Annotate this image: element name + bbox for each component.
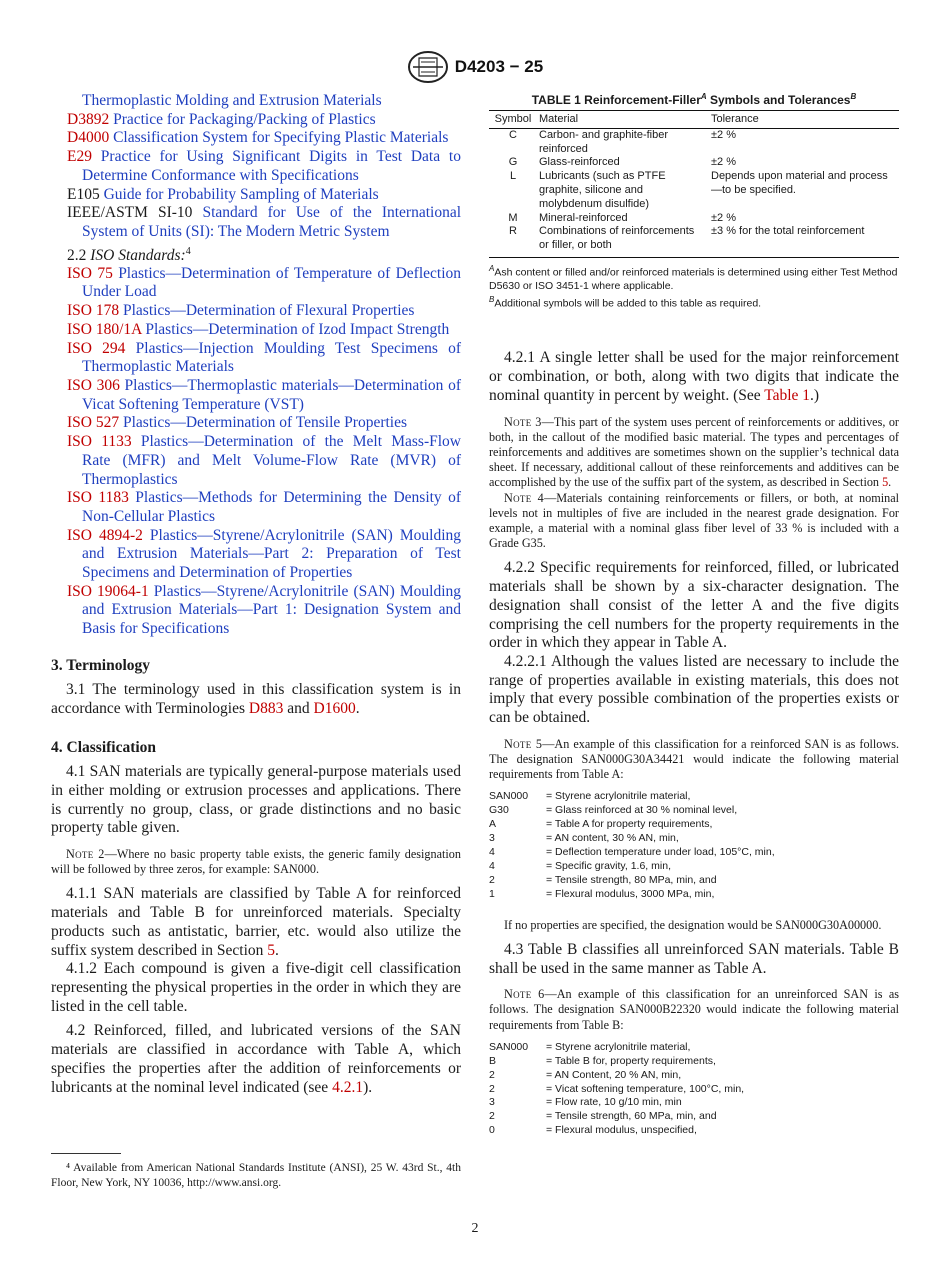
reference-item (51, 414, 461, 433)
example-value: = Table A for property requirements, (546, 818, 713, 831)
reference-item (51, 377, 461, 414)
example-key: 1 (489, 887, 495, 900)
reference-item (51, 302, 461, 321)
reference-item (51, 433, 461, 489)
reference-code-link[interactable]: ISO 294 (67, 339, 126, 357)
table-cell: ±3 % for the total reinforcement (709, 225, 899, 257)
example-row (489, 1069, 899, 1083)
example-row (489, 1096, 899, 1110)
example-value: = Flexural modulus, unspecified, (546, 1124, 697, 1137)
table-cell: ±2 % (711, 128, 736, 141)
example-row (489, 818, 899, 832)
astm-logo-icon (407, 50, 449, 84)
paragraph-3-1: 3.1 The terminology used in this classification system is in accordance with Terminologies D883 and D1600. (51, 680, 461, 717)
example-key: 2 (489, 1068, 495, 1081)
section-5-link[interactable]: 5 (267, 941, 276, 959)
note-5: Note 5—An example of this classification for a reinforced SAN is as follows. The designation SAN000G30A34421 would indicate the following material requirements from Table A: (489, 736, 899, 782)
reference-code-link[interactable]: ISO 1133 (67, 433, 132, 451)
footnote-divider (51, 1153, 121, 1154)
table-cell: Combinations of reinforcements or filler, or both (537, 225, 709, 257)
example-row (489, 846, 899, 860)
reference-item (51, 92, 461, 111)
table-cell: Glass-reinforced (539, 156, 620, 169)
note-6: Note 6—An example of this classification for an unreinforced SAN is as follows. The designation SAN000B22320 would indicate the following material requirements from Table B: (489, 987, 899, 1032)
section-4-heading: 4. Classification (51, 739, 157, 757)
table-cell: Lubricants (such as PTFE graphite, silicone and molybdenum disulfide) (539, 170, 666, 210)
reference-code-link: IEEE/ASTM SI-10 (67, 204, 193, 222)
reference-item (51, 204, 461, 241)
example-value: = AN content, 30 % AN, min, (546, 832, 679, 845)
reference-code-link[interactable]: ISO 19064-1 (67, 582, 149, 600)
example-key: B (489, 1054, 497, 1067)
reference-title-link[interactable]: Guide for Probability Sampling of Materials (103, 185, 379, 203)
example-key: 2 (489, 1110, 495, 1123)
example-row (489, 790, 899, 804)
table-1-footnote-a: $^A$Ash content or filled and/or reinforced materials is determined using either Test Method D5630 or ISO 3451-1 where applicable. (489, 263, 898, 292)
table-cell: L (509, 170, 517, 183)
reference-item (51, 129, 461, 148)
reference-title-link[interactable]: Practice for Packaging/Packing of Plastics (113, 110, 376, 128)
reference-item (51, 186, 461, 205)
reference-code-link[interactable]: ISO 527 (67, 414, 120, 432)
section-3-heading: 3. Terminology (51, 656, 151, 674)
example-row (489, 860, 899, 874)
reference-code-link[interactable]: ISO 1183 (67, 489, 129, 507)
reference-title-link[interactable]: Plastics—Methods for Determining the Density of Non-Cellular Plastics (82, 489, 462, 525)
table-cell: Depends upon material and process—to be specified. (711, 170, 888, 196)
iso-references-list (51, 265, 461, 639)
example-1-list (489, 790, 899, 901)
example-key: 4 (489, 859, 495, 872)
reference-title-link[interactable]: Plastics—Injection Moulding Test Specimens of Thermoplastic Materials (82, 339, 461, 376)
reference-code-link[interactable]: ISO 75 (67, 264, 113, 282)
paragraph-4-3: 4.3 Table B classifies all unreinforced SAN materials. Table B shall be used in the same manner as Table A. (489, 940, 899, 977)
example-value: = Styrene acrylonitrile material, (546, 1040, 691, 1053)
reference-title-link[interactable]: Classification System for Specifying Plastic Materials (113, 129, 449, 147)
section-4-2-1-link[interactable]: 4.2.1 (332, 1078, 364, 1096)
table-row (489, 170, 899, 211)
example-value: = Flexural modulus, 3000 MPa, min, (546, 887, 715, 900)
example-1-after: If no properties are specified, the designation would be SAN000G30A00000. (504, 917, 882, 932)
table-row (489, 156, 899, 170)
example-row (489, 832, 899, 846)
example-value: = Specific gravity, 1.6, min, (546, 859, 671, 872)
reference-code-link[interactable]: D3892 (67, 110, 110, 128)
example-row (489, 1110, 899, 1124)
reference-item (51, 265, 461, 302)
reference-item (51, 527, 461, 583)
table-1-footnote-b: $^B$Additional symbols will be added to this table as required. (489, 295, 762, 310)
example-row (489, 874, 899, 888)
column-header-material: Material (537, 111, 709, 129)
d1600-link[interactable]: D1600 (313, 699, 356, 717)
example-key: SAN000 (489, 1040, 529, 1053)
table-1-link[interactable]: Table 1 (764, 386, 811, 404)
table-cell: R (489, 225, 537, 257)
reference-title-link[interactable]: Plastics—Determination of the Melt Mass-Flow Rate (MFR) and Melt Volume-Flow Rate (MVR) of Thermoplastics (82, 433, 461, 488)
table-1 (489, 110, 899, 258)
example-row (489, 1083, 899, 1097)
example-value: = Glass reinforced at 30 % nominal level, (546, 804, 738, 817)
example-key: G30 (489, 804, 509, 817)
table-cell: ±2 % (711, 211, 736, 224)
example-key: A (489, 818, 497, 831)
d883-link[interactable]: D883 (248, 699, 284, 717)
example-row (489, 804, 899, 818)
reference-item (51, 340, 461, 377)
table-cell: M (508, 211, 518, 224)
reference-code-link[interactable]: ISO 4894-2 (67, 526, 143, 544)
table-row (489, 225, 899, 257)
example-2-list (489, 1041, 899, 1138)
example-key: 4 (489, 845, 495, 858)
example-value: = Deflection temperature under load, 105°C, min, (546, 845, 775, 858)
example-row (489, 1055, 899, 1069)
table-row (489, 128, 899, 156)
references-list (51, 92, 461, 242)
table-cell: ±2 % (711, 156, 736, 169)
paragraph-4-2-2: 4.2.2 Specific requirements for reinforced, filled, or lubricated materials shall be shown by a six-character designation. The designation shall consist of the letter A and the five digits comprising the cell numbers for the property requirements in the order in which they appear in Table A. (489, 559, 899, 652)
paragraph-4-1-2: 4.1.2 Each compound is given a five-digit cell classification representing the physical properties in the order in which they are listed in the cell table. (51, 960, 461, 1015)
left-column (51, 92, 461, 1097)
iso-standards-heading: 2.2 ISO Standards:$^4$ (67, 245, 191, 264)
reference-title-link[interactable]: Plastics—Styrene/Acrylonitrile (SAN) Moulding and Extrusion Materials—Part 1: Designation System and Basis for Specifications (82, 582, 461, 638)
reference-title-link[interactable]: Plastics—Determination of Flexural Properties (122, 302, 415, 320)
example-row (489, 1124, 899, 1138)
paragraph-4-1-1: 4.1.1 SAN materials are classified by Table A for reinforced materials and Table B for unreinforced materials. Specialty products such as antistatic, barrier, etc. would also utilize the suffix system described in Section 5. (51, 885, 461, 959)
reference-title-link[interactable]: Thermoplastic Molding and Extrusion Materials (82, 92, 382, 109)
example-key: SAN000 (489, 790, 529, 803)
example-key: 3 (489, 1096, 495, 1109)
example-row (489, 1041, 899, 1055)
example-key: 0 (489, 1124, 495, 1137)
example-key: 2 (489, 873, 495, 886)
example-value: = Tensile strength, 60 MPa, min, and (546, 1110, 717, 1123)
reference-title-link[interactable]: Plastics—Styrene/Acrylonitrile (SAN) Moulding and Extrusion Materials—Part 2: Preparation of Test Specimens and Determination of Properties (82, 526, 461, 582)
page-header (0, 50, 950, 89)
paragraph-4-2-1: 4.2.1 A single letter shall be used for the major reinforcement or combination, or both, along with two digits that indicate the nominal quantity in percent by weight. (See Table 1.) (489, 349, 899, 404)
column-header-symbol: Symbol (489, 111, 537, 129)
example-value: = Table B for, property requirements, (546, 1054, 716, 1067)
table-1-title: TABLE 1 Reinforcement-Filler$^A$ Symbols and Tolerances$^B$ (531, 92, 857, 107)
example-value: = Flow rate, 10 g/10 min, min (546, 1096, 682, 1109)
reference-code-link[interactable]: D4000 (67, 129, 110, 147)
reference-code-link[interactable]: ISO 180/1A (67, 320, 142, 338)
table-cell: Carbon- and graphite-fiber reinforced (539, 128, 669, 155)
footnote-4: ⁴ Available from American National Standards Institute (ANSI), 25 W. 43rd St., 4th Floor, New York, NY 10036, http://www.ansi.org. (51, 1162, 461, 1189)
reference-item (51, 489, 461, 526)
example-key: 3 (489, 832, 495, 845)
page-number: 2 (471, 1221, 479, 1236)
reference-code-link[interactable]: ISO 178 (67, 302, 120, 320)
paragraph-4-1: 4.1 SAN materials are typically general-purpose materials used in either molding or extrusion processes and applications. There is currently no group, class, or grade distinctions and no basic property table given. (51, 763, 461, 837)
reference-title-link[interactable]: Plastics—Determination of Tensile Properties (122, 414, 408, 432)
reference-item (51, 148, 461, 185)
reference-item (51, 111, 461, 130)
note-2: Note 2—Where no basic property table exists, the generic family designation will be followed by three zeros, for example: SAN000. (51, 847, 461, 877)
reference-title-link[interactable]: Plastics—Thermoplastic materials—Determination of Vicat Softening Temperature (VST) (82, 377, 461, 413)
example-row (489, 888, 899, 902)
example-value: = Vicat softening temperature, 100°C, min, (546, 1082, 745, 1095)
example-value: = Tensile strength, 80 MPa, min, and (546, 873, 717, 886)
paragraph-4-2: 4.2 Reinforced, filled, and lubricated versions of the SAN materials are classified in accordance with Table A, which specifies the properties after the addition of reinforcements or lubricants at the nominal level indicated (see 4.2.1). (51, 1022, 461, 1096)
note-3-section-5-link[interactable]: 5 (882, 475, 889, 490)
document-id: D4203 − 25 (454, 57, 544, 76)
reference-title-link[interactable]: Plastics—Determination of Temperature of Deflection Under Load (82, 264, 462, 301)
table-cell: Mineral-reinforced (539, 211, 628, 224)
paragraph-4-2-2-1: 4.2.2.1 Although the values listed are necessary to include the range of properties available in existing materials, this does not imply that every possible combination of the properties exists or can be obtained. (489, 652, 899, 727)
table-cell: C (509, 128, 517, 141)
reference-code-link[interactable]: E29 (67, 148, 92, 166)
reference-code-link[interactable]: ISO 306 (67, 377, 120, 394)
note-3: Note 3—This part of the system uses percent of reinforcements or additives, or both, in the callout of the modified basic material. The types and percentages of reinforcements and additives are sometimes shown on the supplier’s technical data sheet. If necessary, additional callout of these reinforcements and additives can be accomplished by the use of the suffix part of the system, as described in Section 5. (489, 414, 899, 490)
reference-item (51, 321, 461, 340)
table-cell: G (508, 156, 518, 169)
right-column (489, 92, 899, 1146)
reference-title-link[interactable]: Plastics—Determination of Izod Impact Strength (145, 320, 450, 338)
example-value: = Styrene acrylonitrile material, (546, 790, 691, 803)
reference-title-link[interactable]: Standard for Use of the International System of Units (SI): The Modern Metric System (82, 204, 462, 240)
column-header-tolerance: Tolerance (709, 111, 899, 129)
reference-item (51, 583, 461, 639)
reference-code-link: E105 (67, 185, 100, 203)
example-value: = AN Content, 20 % AN, min, (546, 1068, 682, 1081)
note-4: Note 4—Materials containing reinforcements or fillers, or both, at nominal levels not in multiples of five are included in the nearest grade designation. For example, a material with a nominal glass fiber level of 33 % is included with a Grade G35. (489, 490, 899, 551)
reference-title-link[interactable]: Practice for Using Significant Digits in Test Data to Determine Conformance with Specifications (82, 148, 461, 184)
example-key: 2 (489, 1082, 495, 1095)
table-row (489, 212, 899, 226)
